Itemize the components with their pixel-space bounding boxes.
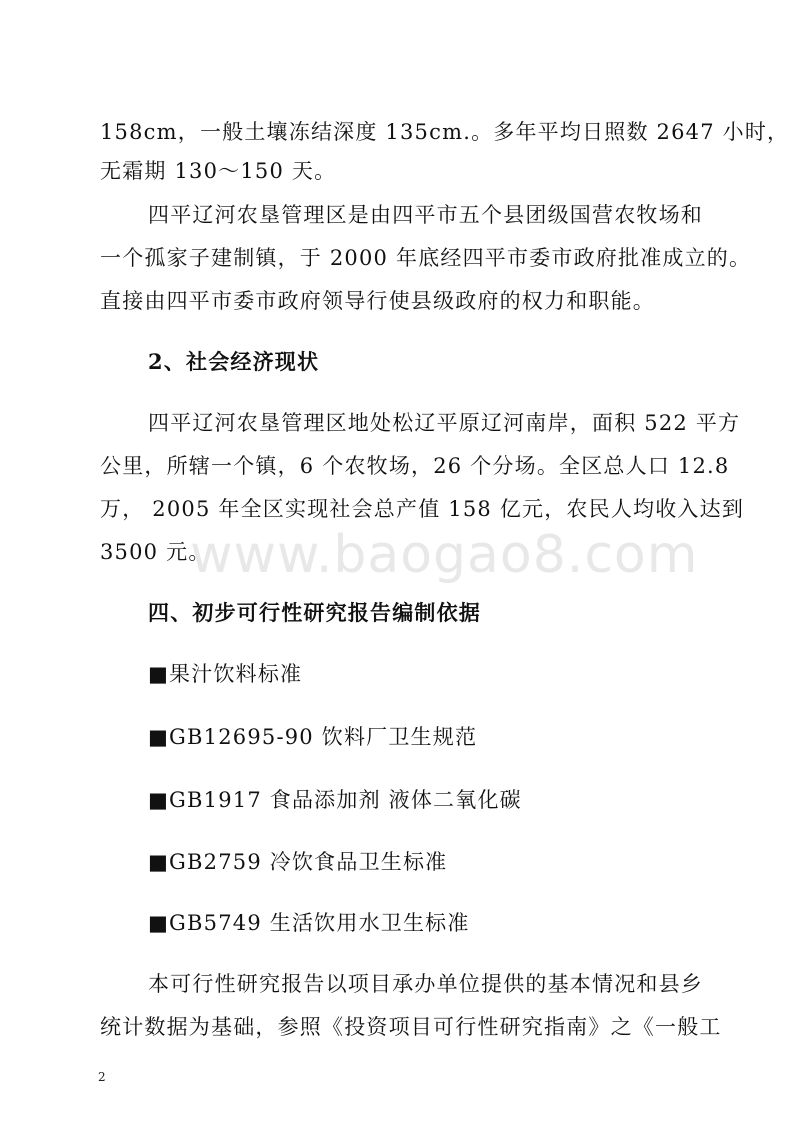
basis-line-2: 统计数据为基础，参照《投资项目可行性研究指南》之《一般工 xyxy=(100,1015,722,1039)
page-number: 2 xyxy=(98,1070,106,1084)
section-4-heading: 四、初步可行性研究报告编制依据 xyxy=(148,600,481,625)
economy-line-4: 3500 元。 xyxy=(100,540,211,564)
economy-line-3: 万， 2005 年全区实现社会总产值 158 亿元，农民人均收入达到 xyxy=(100,497,745,521)
district-line-1: 四平辽河农垦管理区是由四平市五个县团级国营农牧场和 xyxy=(148,203,703,227)
district-line-2: 一个孤家子建制镇，于 2000 年底经四平市委市政府批准成立的。 xyxy=(100,246,752,270)
district-line-3: 直接由四平市委市政府领导行使县级政府的权力和职能。 xyxy=(100,289,655,313)
standard-item: ■果汁饮料标准 xyxy=(148,662,303,686)
section-2-heading: 2、社会经济现状 xyxy=(148,349,320,374)
climate-line-2: 无霜期 130～150 天。 xyxy=(100,159,337,183)
watermark: www.baogao8.com xyxy=(190,525,699,585)
standard-item: ■GB2759 冷饮食品卫生标准 xyxy=(148,850,448,874)
standard-item: ■GB5749 生活饮用水卫生标准 xyxy=(148,911,470,935)
climate-line-1: 158cm，一般土壤冻结深度 135cm.。多年平均日照数 2647 小时， xyxy=(100,120,790,144)
standard-item: ■GB12695-90 饮料厂卫生规范 xyxy=(148,725,478,749)
standard-item: ■GB1917 食品添加剂 液体二氧化碳 xyxy=(148,788,522,812)
basis-line-1: 本可行性研究报告以项目承办单位提供的基本情况和县乡 xyxy=(148,972,703,996)
economy-line-2: 公里，所辖一个镇，6 个农牧场，26 个分场。全区总人口 12.8 xyxy=(100,454,730,478)
economy-line-1: 四平辽河农垦管理区地处松辽平原辽河南岸，面积 522 平方 xyxy=(148,411,741,435)
